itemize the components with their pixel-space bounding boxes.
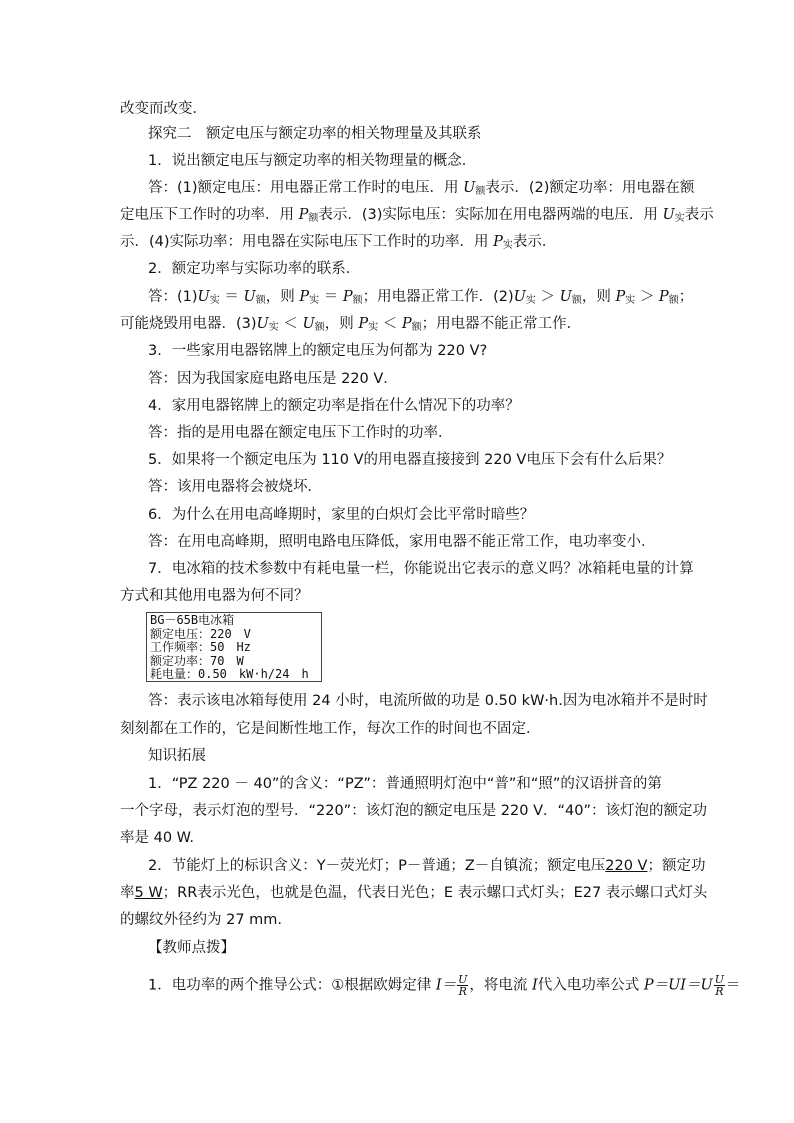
text-line: 2．节能灯上的标识含义：Y－荧光灯；P－普通；Z－自镇流；额定电压220 V；额定功 [148,858,706,874]
nameplate-line: 额定电压：220 V [150,626,251,641]
answer-line: 答：该用电器将会被烧坏． [148,479,322,495]
answer-line: 答：表示该电冰箱每使用 24 小时，电流所做的功是 0.50 kW·h.因为电冰箱并不是时时 [148,693,708,709]
answer-line: 答：因为我国家庭电路电压是 220 V． [148,371,398,387]
answer-line: 示．(4)实际功率：用电器在实际电压下工作时的功率．用 $P_实$表示． [120,234,557,251]
nameplate-line: 工作频率：50 Hz [150,640,251,654]
question-6: 6．为什么在用电高峰期时，家里的白炽灯会比平常时暗些？ [148,507,535,523]
text-line: 改变而改变． [120,101,207,117]
section-heading: 知识拓展 [148,748,206,764]
fraction: $\frac{U}{R}$ [714,973,725,998]
question-7: 7．电冰箱的技术参数中有耗电量一栏，你能说出它表示的意义吗？冰箱耗电量的计算 [148,561,694,577]
question-1: 1．说出额定电压与额定功率的相关物理量的概念． [148,153,477,169]
nameplate-line: BG－65B电冰箱 [150,613,235,627]
power-formula: P＝UI＝U [643,977,713,994]
section-heading: 【教师点拨】 [148,940,235,956]
question-4: 4．家用电器铭牌上的额定功率是指在什么情况下的功率？ [148,398,520,414]
answer-line: 答：指的是用电器在额定电压下工作时的功率． [148,425,453,441]
formula-line: 1．电功率的两个推导公式：①根据欧姆定律 I＝ $\frac{U}{R}$ ，将电流 I代入电功率公式 P＝UI＝U $\frac{U}{R}$ ＝ [148,973,741,998]
text-line: 率是 40 W. [120,830,194,846]
section-heading: 探究二 额定电压与额定功率的相关物理量及其联系 [148,126,482,142]
ohm-formula: I＝ [435,977,457,994]
text-line: 刻刻都在工作的，它是间断性地工作，每次工作的时间也不固定． [120,721,541,737]
nameplate-line: 耗电量：0.50 kW·h/24 h [150,667,309,681]
fridge-nameplate [146,612,322,682]
question-5: 5．如果将一个额定电压为 110 V的用电器直接接到 220 V电压下会有什么后果？ [148,452,672,468]
question-2: 2．额定功率与实际功率的联系． [148,261,361,277]
question-3: 3．一些家用电器铭牌上的额定电压为何都为 220 V? [148,343,488,359]
text-line: 率5 W；RR表示光色，也就是色温，代表日光色；E 表示螺口式灯头；E27 表示螺口式灯头 [120,885,708,901]
answer-line: 答：(1)额定电压：用电器正常工作时的电压．用 $U_额$表示．(2)额定功率：用电器在额 [148,180,695,197]
text-line: 一个字母，表示灯泡的型号．“220”：该灯泡的额定电压是 220 V．“40”：该灯泡的额定功 [120,803,707,819]
text-line: 的螺纹外径约为 27 mm. [120,912,283,928]
text-line: 1．“PZ 220 － 40”的含义：“PZ”：普通照明灯泡中“普”和“照”的汉语拼音的第 [148,776,662,792]
fraction: $\frac{U}{R}$ [458,973,468,998]
answer-line: 可能烧毁用电器．$(3)U_实 < U_额$，则 $P_实 < P_额$；用电器不能正常工作． [120,316,582,333]
text-line: 方式和其他用电器为何不同？ [120,588,309,604]
answer-line: 定电压下工作时的功率．用 $P_额$表示．(3)实际电压：实际加在用电器两端的电压．用 $U_实$表示 [120,207,714,224]
nameplate-line: 额定功率：70 W [150,653,244,668]
answer-line: 答：$(1)U_实 = U_额$，则 $P_实 = P_额$；用电器正常工作．$(2)U_实 > U_额$，则 $P_实 > P_额$； [148,289,694,306]
answer-line: 答：在用电高峰期，照明电路电压降低，家用电器不能正常工作，电功率变小． [148,534,656,550]
